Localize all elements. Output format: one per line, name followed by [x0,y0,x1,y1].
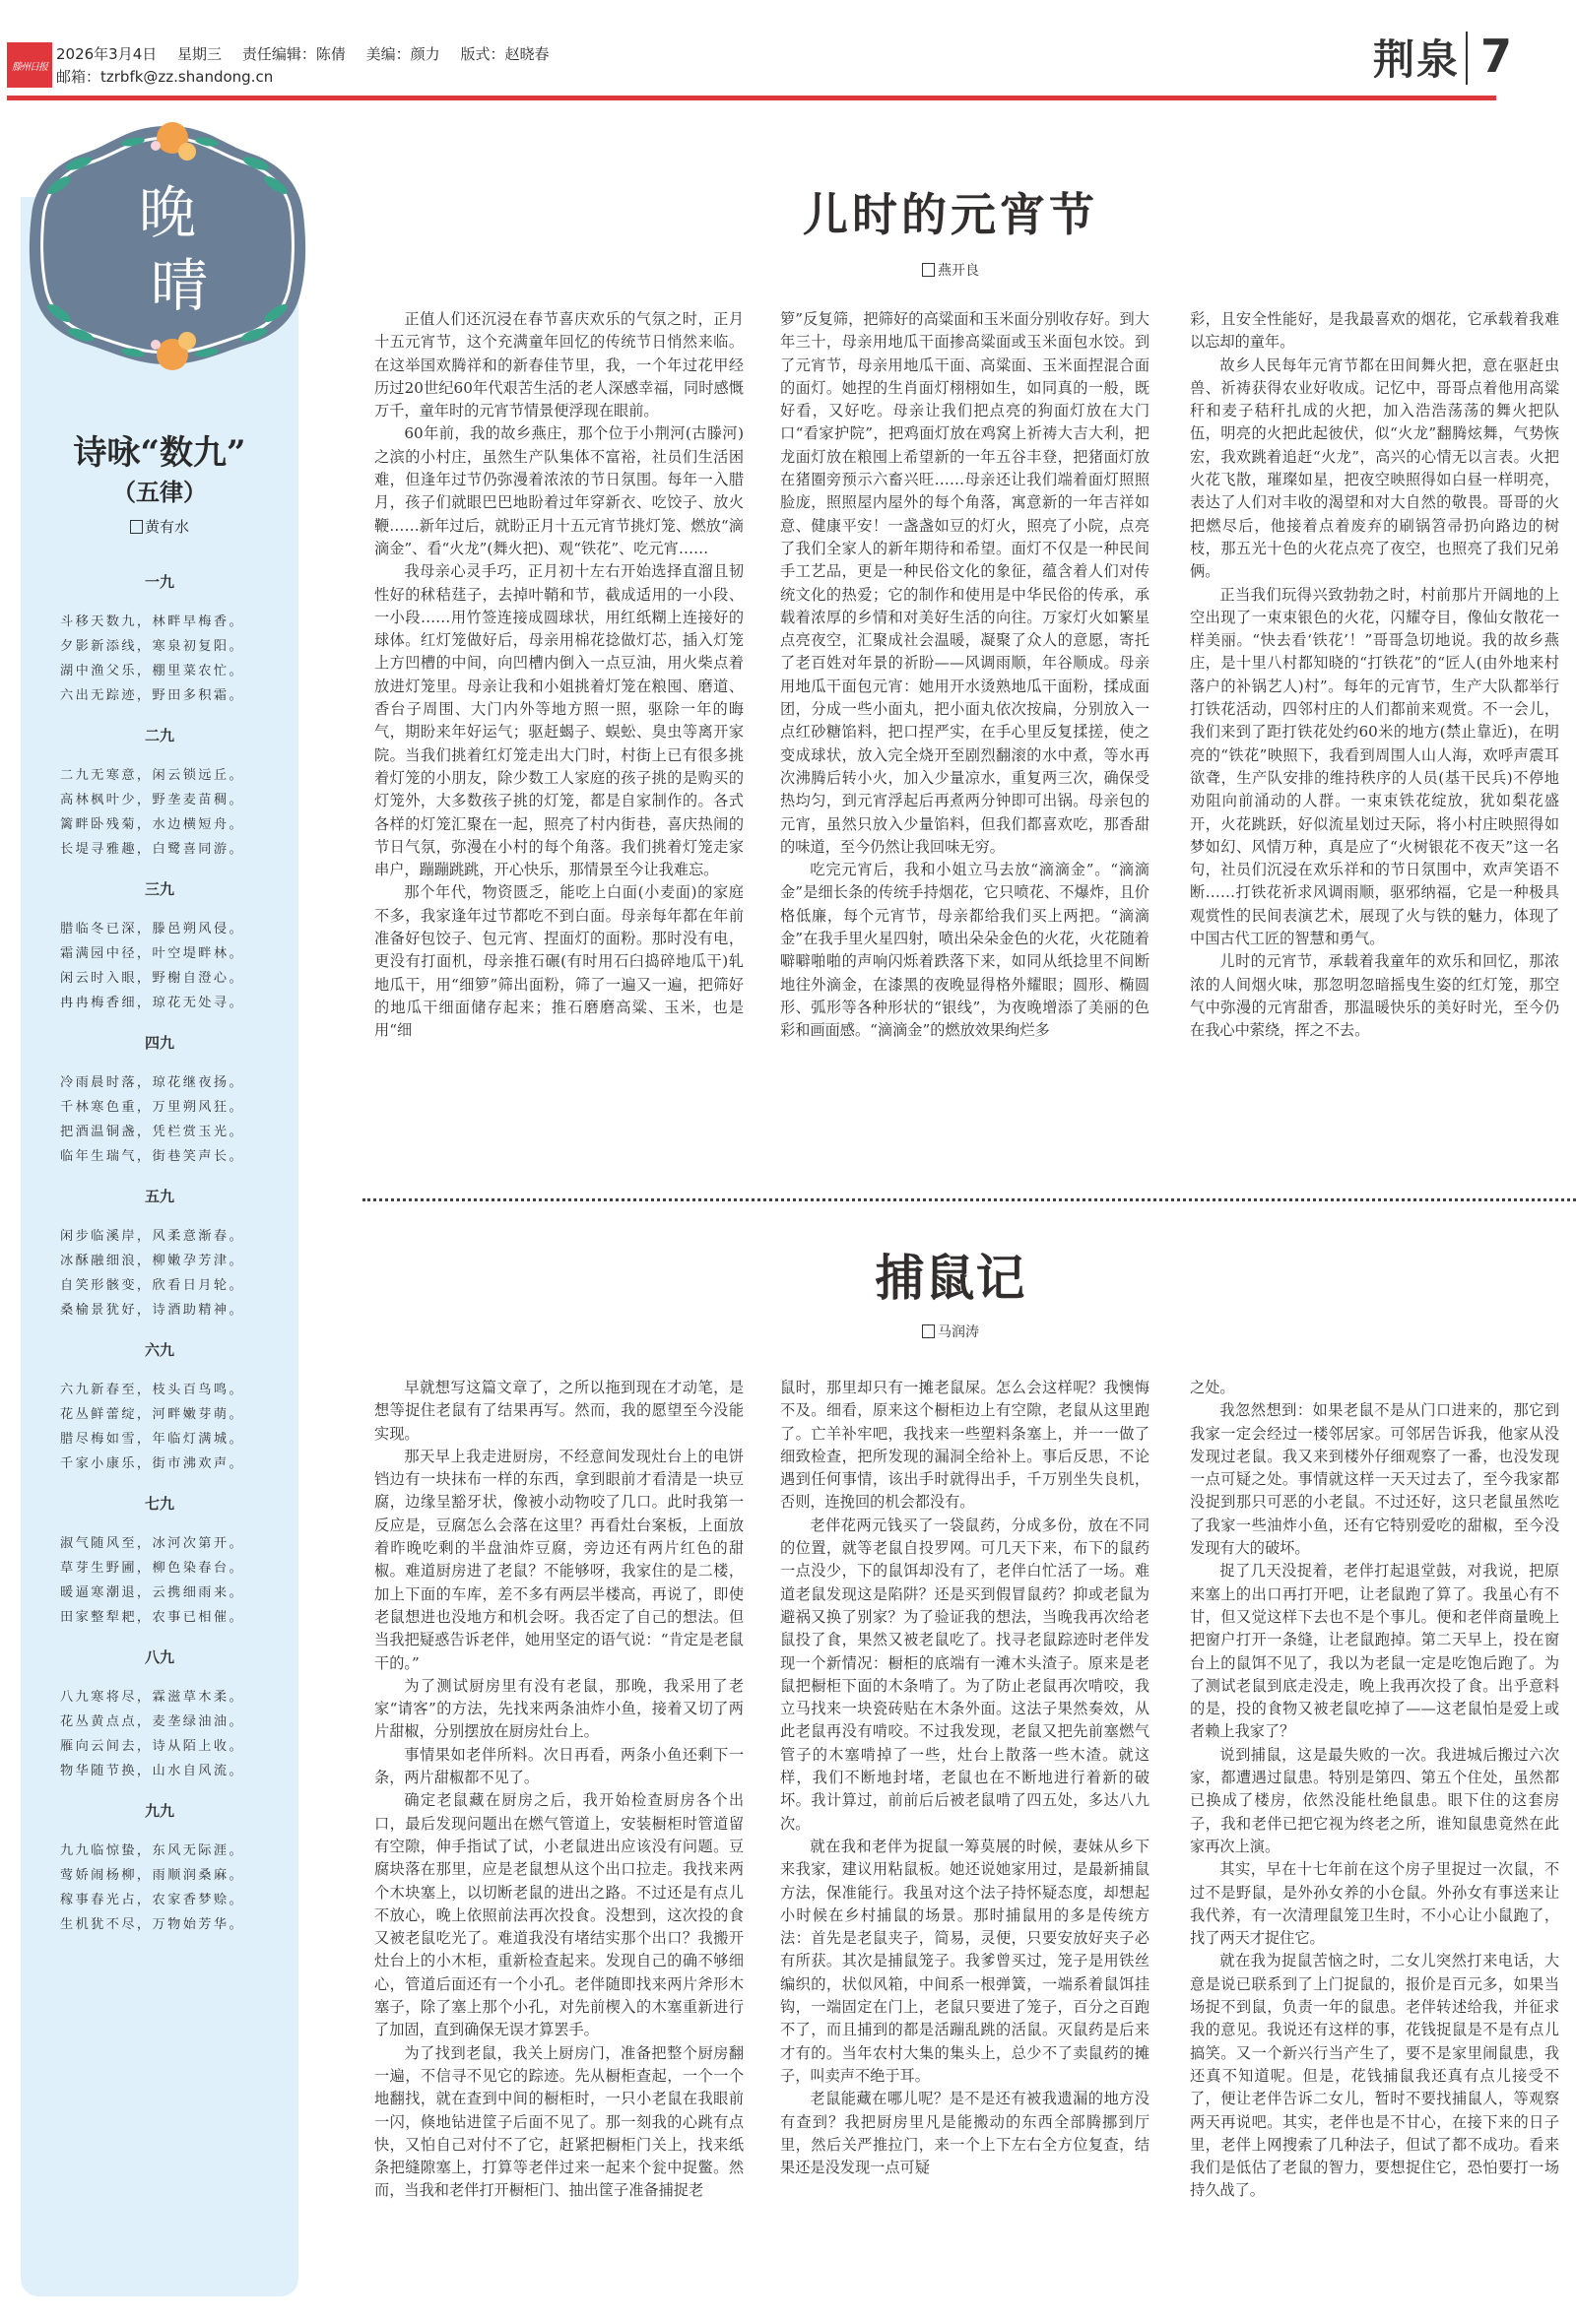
article-paragraph: 为了测试厨房里有没有老鼠，那晚，我采用了老家“请客”的方法，先找来两条油炸小鱼，接着又切了两片甜椒，分别摆放在厨房灶台上。 [374,1676,744,1741]
article-paragraph: 为了找到老鼠，我关上厨房门，准备把整个厨房翻一遍，不信寻不见它的踪迹。先从橱柜查起，一个一个地翻找，就在查到中间的橱柜时，一只小老鼠在我眼前一闪，倏地钻进筐子后面不见了。那一刻我的心跳有点快，又怕自己对付不了它，赶紧把橱柜门关上，找来纸条把缝隙塞上，打算等老伴过来一起来个瓮中捉鳖。然而，当我和老伴打开橱柜门、抽出筐子准备捕捉老 [374,2043,744,2200]
stanza-heading: 三九 [144,880,174,898]
layout-editor-credit: 版式：赵晓春 [460,45,550,63]
article-column [374,308,744,1165]
column-name-top: 晚 [138,179,197,246]
poem-line: 腊临冬已深，滕邑朔风侵。 [60,922,245,936]
poem-line: 花丛黄点点，麦垄绿油油。 [60,1714,245,1729]
stanza-heading: 六九 [144,1341,174,1359]
poem-line: 六九新春至，枝头百鸟鸣。 [60,1383,245,1397]
poem-stanza [21,725,298,862]
article-paragraph: 其实，早在十七年前在这个房子里捉过一次鼠，不过不是野鼠，是外孙女养的小仓鼠。外孙女有事送来让我代养，有一次清理鼠笼卫生时，不小心让小鼠跑了，找了两天才捉住它。 [1190,1860,1559,1948]
poem-line: 长堤寻雅趣，白鹭喜同游。 [60,842,245,857]
column-name-bottom: 晴 [150,252,209,319]
poem-line: 冉冉梅香细，琼花无处寻。 [60,996,245,1010]
article-title: 儿时的元宵节 [803,188,1098,241]
poem-stanza [21,1339,298,1476]
issue-date: 2026年3月4日 [56,45,158,63]
poem-line: 雁向云间去，诗从陌上收。 [60,1739,245,1754]
poem-line: 夕影新添线，寒泉初复阳。 [60,639,245,654]
article-paragraph: 那个年代，物资匮乏，能吃上白面(小麦面)的家庭不多，我家逢年过节都吃不到白面。母亲每年都在年前准备好包饺子、包元宵、捏面灯的面粉。那时没有电，更没有打面机，母亲推石碾(有时用石臼捣碎地瓜干)轧地瓜干，用“细箩”筛出面粉，筛了一遍又一遍，把筛好的地瓜干细面储存起来；推石磨磨高粱、玉米，也是用“细 [374,883,744,1040]
poem-stanza [21,1646,298,1783]
article-paragraph: 吃完元宵后，我和小姐立马去放“滴滴金”。“滴滴金”是细长条的传统手持烟花，它只喷花、不爆炸，且价格低廉，每个元宵节，母亲都给我们买上两把。“滴滴金”在我手里火星四射，喷出朵朵金色的火花，火花随着噼噼啪啪的声响闪烁着跌落下来，如同从纸捻里不间断地往外滴金，在漆黑的夜晚显得格外耀眼；圆形、椭圆形、弧形等各种形状的“银线”，为夜晚增添了美丽的色彩和画面感。“滴滴金”的燃放效果绚烂多 [780,861,1149,1040]
poem-line: 千林寒色重，万里朔风狂。 [60,1100,245,1115]
poem-stanza [21,878,298,1015]
article-separator [362,1198,1576,1201]
poem-line: 斗移天数九，林畔早梅香。 [60,614,245,629]
stanza-heading: 二九 [144,727,174,744]
poem-line: 闲云时入眼，野榭自澄心。 [60,971,245,986]
poem-line: 物华随节换，山水自风流。 [60,1764,245,1778]
article-column [780,308,1149,1165]
article-paragraph: 确定老鼠藏在厨房之后，我开始检查厨房各个出口，最后发现问题出在燃气管道上，安装橱柜时管道留有空隙，伸手指试了试，小老鼠进出应该没有问题。豆腐块落在那里，应是老鼠想从这个出口拉走。我找来两个木块塞上，以切断老鼠的进出之路。不过还是有点儿不放心，晚上依照前法再次投食。没想到，这次投的食又被老鼠吃光了。难道我没有堵结实那个出口？我搬开灶台上的小木柜，重新检查起来。发现自己的确不够细心，管道后面还有一个小孔。老伴随即找来两片斧形木塞子，除了塞上那个小孔，对先前楔入的木塞重新进行了加固，直到确保无误才算罢手。 [374,1791,744,2039]
poem-line: 篱畔卧残菊，水边横短舟。 [60,817,245,832]
stanza-heading: 八九 [144,1648,174,1666]
poem-line: 冷雨晨时落，琼花继夜扬。 [60,1075,245,1090]
poem-author: 黄有水 [144,518,189,536]
poem-line: 高林枫叶少，野垄麦苗稠。 [60,793,245,807]
poem-line: 花丛鲜蕾绽，河畔嫩芽萌。 [60,1407,245,1422]
byline-box-icon [130,520,143,534]
poem-stanza [21,571,298,708]
poem-line: 自笑形骸变，欣看日月轮。 [60,1278,245,1293]
poem-line: 闲步临溪岸，风柔意渐春。 [60,1229,245,1244]
article-paragraph: 儿时的元宵节，承载着我童年的欢乐和回忆，那浓浓的人间烟火味，那忽明忽暗摇曳生姿的红灯笼，那空气中弥漫的元宵甜香，那温暖快乐的美好时光，至今仍在我心中萦绕，挥之不去。 [1190,952,1559,1040]
article-paragraph: 故乡人民每年元宵节都在田间舞火把，意在驱赶虫兽、祈祷获得农业好收成。记忆中，哥哥点着他用高粱秆和麦子秸秆扎成的火把，加入浩浩荡荡的舞火把队伍，明亮的火把此起彼伏，似“火龙”翻腾炫舞，气势恢宏，我欢跳着追赶“火龙”，高兴的心情无以言表。火把火花飞散，璀璨如星，把夜空映照得如白昼一样明亮，表达了人们对丰收的渴望和对大自然的敬畏。哥哥的火把燃尽后，他接着点着废弃的刷锅笤帚扔向路边的树枝，那五光十色的火花点亮了夜空，也照亮了我们兄弟俩。 [1190,355,1559,581]
email-address: 邮箱：tzrbfk@zz.shandong.cn [56,68,274,86]
stanza-heading: 一九 [144,573,174,591]
page-number: 7 [1480,30,1513,83]
poem-line: 生机犹不尽，万物始芳华。 [60,1917,245,1932]
article-paragraph: 鼠时，那里却只有一摊老鼠屎。怎么会这样呢？我懊悔不及。细看，原来这个橱柜边上有空隙，老鼠从这里跑了。亡羊补牢吧，我找来一些塑料条塞上，并一一做了细致检查，把所发现的漏洞全给补上。事后反思，不论遇到任何事情，该出手时就得出手，千万别坐失良机，否则，连挽回的机会都没有。 [780,1379,1149,1512]
article-paragraph: 之处。 [1190,1379,1235,1396]
poem-byline [21,516,298,537]
poem-line: 桑榆景犹好，诗酒助精神。 [60,1303,245,1318]
article-paragraph: 老伴花两元钱买了一袋鼠药，分成多份，放在不同的位置，就等老鼠自投罗网。可几天下来，布下的鼠药一点没少，下的鼠饵却没有了，老伴白忙活了一场。难道老鼠发现这是陷阱？还是买到假冒鼠药？抑或老鼠为避祸又换了别家？为了验证我的想法，当晚我再次给老鼠投了食，果然又被老鼠吃了。找寻老鼠踪迹时老伴发现一个新情况：橱柜的底端有一滩木头渣子。原来是老鼠把橱柜下面的木条啃了。为了防止老鼠再次啃咬，我立马找来一块瓷砖贴在木条外面。这法子果然奏效，从此老鼠再没有啃咬。不过我发现，老鼠又把先前塞燃气管子的木塞啃掉了一些，灶台上散落一些木渣。就这样，我们不断地封堵，老鼠也在不断地进行着新的破坏。我计算过，前前后后被老鼠啃了四五处，多达八九次。 [780,1516,1149,1833]
poem-line: 田家整犁耙，农事已相催。 [60,1610,245,1625]
poem-line: 九九临惊蛰，东风无际涯。 [60,1843,245,1858]
article-paragraph: 箩”反复筛，把筛好的高粱面和玉米面分别收存好。到大年三十，母亲用地瓜干面掺高粱面或玉米面包水饺。到了元宵节，母亲用地瓜干面、高粱面、玉米面捏混合面的面灯。她捏的生肖面灯栩栩如生，如同真的一般，既好看，又好吃。母亲让我们把点亮的狗面灯放在大门口“看家护院”，把鸡面灯放在鸡窝上祈祷大吉大利，把龙面灯放在粮囤上希望新的一年五谷丰登，把猪面灯放在猪圈旁预示六畜兴旺……母亲还让我们端着面灯照照脸庞，照照屋内屋外的每个角落，寓意新的一年吉祥如意、健康平安！一盏盏如豆的灯火，照亮了小院，点亮了我们全家人的新年期待和希望。面灯不仅是一种民间手工艺品，更是一种民俗文化的象征，蕴含着人们对传统文化的热爱；它的制作和使用是中华民俗的传承，承载着浓厚的乡情和对美好生活的向往。万家灯火如繁星点亮夜空，汇聚成社会温暖，凝聚了众人的意愿，寄托了老百姓对年景的祈盼——风调雨顺，年谷顺成。母亲用地瓜干面包元宵：她用开水烫熟地瓜干面粉，揉成面团，分成一些小面丸，把小面丸依次按扁，分别放入一点红砂糖馅料，把口捏严实，在手心里反复揉搓，使之变成球状，放入完全烧开至剧烈翻滚的水中煮，等水再次沸腾后转小火，加入少量凉水，重复两三次，确保受热均匀，到元宵浮起后再煮两分钟即可出锅。母亲包的元宵，虽然只放入少量馅料，但我们都喜欢吃，那香甜的味道，至今仍然让我回味无穷。 [780,310,1149,856]
editor-credit: 责任编辑：陈倩 [241,45,346,63]
poem-line: 霜满园中径，叶空堤畔林。 [60,946,245,961]
article-author: 燕开良 [938,263,979,279]
art-editor-credit: 美编：颜力 [365,45,440,63]
article-paragraph: 正值人们还沉浸在春节喜庆欢乐的气氛之时，正月十五元宵节，这个充满童年回忆的传统节日悄然来临。在这举国欢腾祥和的新春佳节里，我，一个年过花甲经历过20世纪60年代艰苦生活的老人深感幸福，同时感慨万千，童年时的元宵节情景便浮现在眼前。 [374,310,744,420]
article-author: 马润涛 [938,1324,979,1340]
byline-box-icon [922,1324,935,1338]
poem-stanza [21,1186,298,1323]
article-paragraph: 那天早上我走进厨房，不经意间发现灶台上的电饼铛边有一块抹布一样的东西，拿到眼前才看清是一块豆腐，边缘呈豁牙状，像被小动物咬了几口。此时我第一反应是，豆腐怎么会落在这里？再看灶台案板，上面放着昨晚吃剩的半盘油炸豆腐，旁边还有两片红色的甜椒。难道厨房进了老鼠？不能够呀，我家住的是二楼，加上下面的车库，差不多有两层半楼高，再说了，即使老鼠想进也没地方和机会呀。我否定了自己的想法。但当我把疑惑告诉老伴，她用坚定的语气说：“肯定是老鼠干的。” [374,1447,744,1672]
poem-title: 诗咏“数九” [73,433,246,473]
stanza-heading: 九九 [144,1802,174,1820]
article-column [1190,1377,1559,2317]
header-divider [1466,32,1468,85]
masthead-logo [7,42,52,88]
poem-subtitle: （五律） [112,478,207,506]
poem-line: 腊尽梅如雪，年临灯满城。 [60,1432,245,1447]
poem-line: 淑气随风至，冰河次第开。 [60,1536,245,1551]
poem-line: 草芽生野圃，柳色染春台。 [60,1561,245,1576]
stanza-heading: 七九 [144,1495,174,1513]
article-column [374,1377,744,2317]
header-rule [7,96,1496,100]
poem-line: 把酒温铜盏，凭栏赏玉光。 [60,1125,245,1139]
column-emblem [20,116,315,374]
article-paragraph: 早就想写这篇文章了，之所以拖到现在才动笔，是想等捉住老鼠有了结果再写。然而，我的愿望至今没能实现。 [374,1379,744,1443]
issue-weekday: 星期三 [177,45,223,63]
poem-line: 冰酥融细浪，柳嫩孕芳津。 [60,1254,245,1268]
article-paragraph: 我母亲心灵手巧，正月初十左右开始选择直溜且韧性好的秫秸莛子，去掉叶鞘和节，截成适用的一小段、一小段……用竹签连接成圆球状，用红纸糊上连接好的球体。红灯笼做好后，母亲用棉花捻做灯芯，插入灯笼上方凹槽的中间，向凹槽内倒入一点豆油，用火柴点着放进灯笼里。母亲让我和小姐挑着灯笼在粮囤、磨道、香台子周围、大门内外等地方照一照，驱除一年的晦气，期盼来年好运气；驱赶蝎子、蜈蚣、臭虫等离开家院。当我们挑着红灯笼走出大门时，村街上已有很多挑着灯笼的小朋友，除少数工人家庭的孩子挑的是购买的灯笼外，大多数孩子挑的灯笼，都是自家制作的。各式各样的灯笼汇聚在一起，照亮了村内街巷，喜庆热闹的节日气氛，弥漫在小村的每个角落。我们挑着灯笼走家串户，蹦蹦跳跳，开心快乐，那情景至今让我难忘。 [374,562,744,879]
article-paragraph: 说到捕鼠，这是最失败的一次。我进城后搬过六次家，都遭遇过鼠患。特别是第四、第五个住处，虽然都已换成了楼房，依然没能杜绝鼠患。眼下住的这套房子，我和老伴已把它视为终老之所，谁知鼠患竟然在此家再次上演。 [1190,1745,1559,1855]
article-paragraph: 我忽然想到：如果老鼠不是从门口进来的，那它到我家一定会经过一楼邻居家。可邻居告诉我，他家从没发现过老鼠。我又来到楼外仔细观察了一番，也没发现一点可疑之处。事情就这样一天天过去了，至今我家都没捉到那只可恶的小老鼠。不过还好，这只老鼠虽然吃了我家一些油炸小鱼，还有它特别爱吃的甜椒，至今没发现有大的破坏。 [1190,1401,1559,1558]
article-paragraph: 捉了几天没捉着，老伴打起退堂鼓，对我说，把原来塞上的出口再打开吧，让老鼠跑了算了。我虽心有不甘，但又觉这样下去也不是个事儿。便和老伴商量晚上把窗户打开一条缝，让老鼠跑掉。第二天早上，投在窗台上的鼠饵不见了，我以为老鼠一定是吃饱后跑了。为了测试老鼠到底走没走，晚上我再次投了食。出乎意料的是，投的食物又被老鼠吃掉了——这老鼠怕是爱上或者赖上我家了？ [1190,1562,1559,1741]
poem-stanza [21,1493,298,1630]
article-paragraph: 彩，且安全性能好，是我最喜欢的烟花，它承载着我难以忘却的童年。 [1190,310,1559,352]
article-byline [325,1322,1576,1341]
header-meta [56,43,564,89]
poem-line: 千家小康乐，街市沸欢声。 [60,1456,245,1471]
article-paragraph: 60年前，我的故乡燕庄，那个位于小荆河(古滕河)之滨的小村庄，虽然生产队集体不富裕，社员们生活困难，但逢年过节仍弥漫着浓浓的节日氛围。每年一入腊月，孩子们就眼巴巴地盼着过年穿新衣、吃饺子、放火鞭……新年过后，就盼正月十五元宵节挑灯笼、燃放“滴滴金”、看“火龙”(舞火把)、观“铁花”、吃元宵…… [374,424,744,557]
poem-line: 湖中渔父乐，棚里菜农忙。 [60,664,245,678]
poem-line: 稼事春光占，农家香梦赊。 [60,1893,245,1907]
poem-stanza [21,1800,298,1937]
poem-line: 暖逼寒潮退，云携细雨来。 [60,1585,245,1600]
article-column [780,1377,1149,2317]
poem-line: 二九无寒意，闲云锁远丘。 [60,768,245,783]
poem-line: 六出无踪迹，野田多积霜。 [60,688,245,703]
stanza-heading: 四九 [144,1034,174,1052]
section-name: 荆泉 [1372,35,1460,84]
article-paragraph: 老鼠能藏在哪儿呢？是不是还有被我遗漏的地方没有查到？我把厨房里凡是能搬动的东西全部腾挪到厅里，然后关严推拉门，来一个上下左右全方位复查，结果还是没发现一点可疑 [780,2090,1149,2177]
article-byline [325,260,1576,280]
poem-line: 莺娇闹杨柳，雨顺润桑麻。 [60,1868,245,1883]
poem-line: 八九寒将尽，霖滋草木柔。 [60,1690,245,1705]
article-title: 捕鼠记 [875,1249,1026,1307]
article-paragraph: 事情果如老伴所料。次日再看，两条小鱼还剩下一条，两片甜椒都不见了。 [374,1745,744,1787]
article-paragraph: 就在我和老伴为捉鼠一筹莫展的时候，妻妹从乡下来我家，建议用粘鼠板。她还说她家用过，是最新捕鼠方法，保准能行。我虽对这个法子持怀疑态度，却想起小时候在乡村捕鼠的场景。那时捕鼠用的多是传统方法：首先是老鼠夹子，简易，灵便，只要安放好夹子必有所获。其次是捕鼠笼子。我爹曾买过，笼子是用铁丝编织的，状似风箱，中间系一根弹簧，一端系着鼠饵挂钩，一端固定在门上，老鼠只要进了笼子，百分之百跑不了，而且捕到的都是活蹦乱跳的活鼠。灭鼠药是后来才有的。当年农村大集的集头上，总少不了卖鼠药的摊子，叫卖声不绝于耳。 [780,1837,1149,2085]
article-paragraph: 就在我为捉鼠苦恼之时，二女儿突然打来电话，大意是说已联系到了上门捉鼠的，报价是百元多，如果当场捉不到鼠，负责一年的鼠患。老伴转述给我，并征求我的意见。我说还有这样的事，花钱捉鼠是不是有点儿搞笑。又一个新兴行当产生了，要不是家里闹鼠患，我还真不知道呢。但是，花钱捕鼠我还真有点儿接受不了，便让老伴告诉二女儿，暂时不要找捕鼠人，等观察两天再说吧。其实，老伴也是不甘心，在接下来的日子里，老伴上网搜索了几种法子，但试了都不成功。看来我们是低估了老鼠的智力，要想捉住它，恐怕要打一场持久战了。 [1190,1952,1559,2200]
poem-line: 临年生瑞气，街巷笑声长。 [60,1149,245,1164]
article-paragraph: 正当我们玩得兴致勃勃之时，村前那片开阔地的上空出现了一束束银色的火花，闪耀夺目，像仙女散花一样美丽。“快去看‘铁花’！”哥哥急切地说。我的故乡燕庄，是十里八村都知晓的“打铁花”的“匠人(由外地来村落户的补锅艺人)村”。每年的元宵节，生产大队都举行打铁花活动，四邻村庄的人们都前来观赏。不一会儿，我们来到了距打铁花处约60米的地方(禁止靠近)，在明亮的“铁花”映照下，我看到周围人山人海，欢呼声震耳欲聋，生产队安排的维持秩序的人员(基干民兵)不停地劝阻向前涌动的人群。一束束铁花绽放，犹如梨花盛开，火花跳跃，好似流星划过天际，将小村庄映照得如梦如幻、风情万种，真是应了“火树银花不夜天”这一名句，社员们沉浸在欢乐祥和的节日氛围中，欢声笑语不断……打铁花祈求风调雨顺，驱邪纳福，它是一种极具观赏性的民间表演艺术，展现了火与铁的魅力，体现了中国古代工匠的智慧和勇气。 [1190,585,1559,948]
stanza-heading: 五九 [144,1188,174,1205]
article-column [1190,308,1559,1165]
poem-stanzas [21,571,298,1954]
poem-stanza [21,1032,298,1169]
masthead-text: 滕州日报 [12,61,47,73]
byline-box-icon [922,263,935,277]
